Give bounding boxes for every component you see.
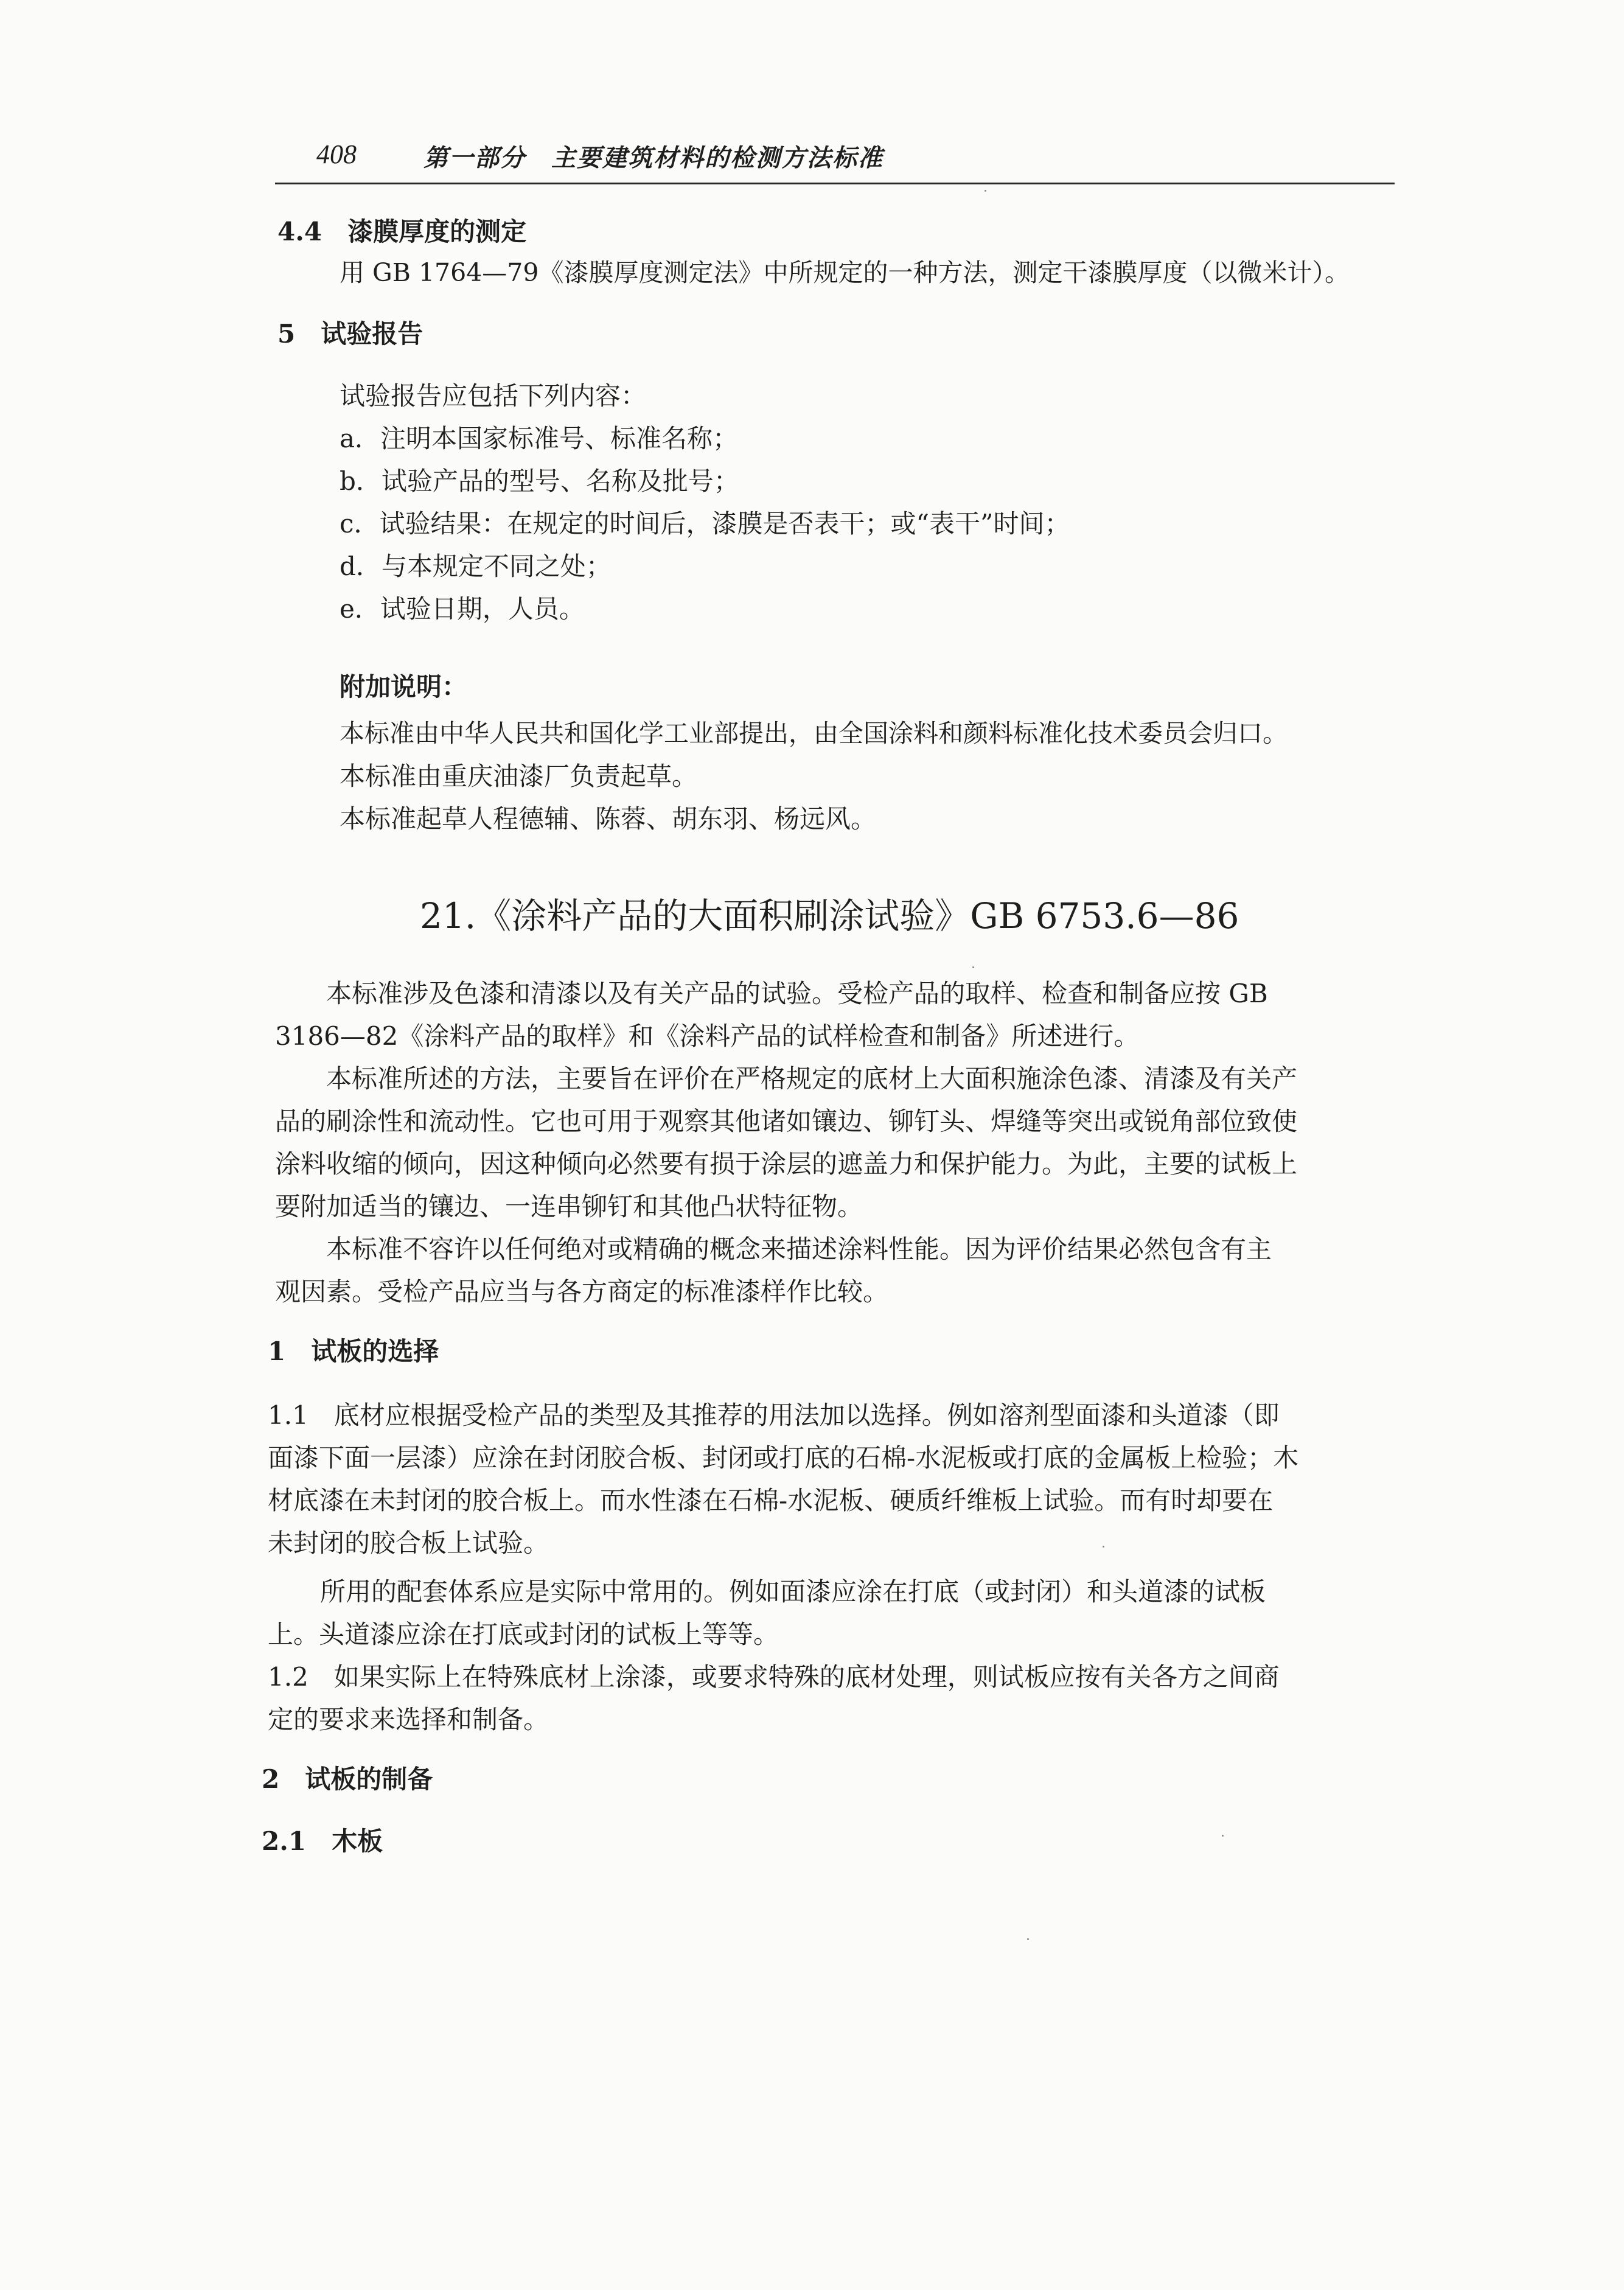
section-5-intro: 试验报告应包括下列内容： [340, 381, 647, 411]
intro-line: 要附加适当的镶边、一连串铆钉和其他凸状特征物。 [275, 1192, 863, 1221]
running-title: 第一部分 主要建筑材料的检测方法标准 [423, 144, 883, 172]
intro-line: 品的刷涂性和流动性。它也可用于观察其他诸如镶边、铆钉头、焊缝等突出或锐角部位致使 [275, 1106, 1298, 1136]
scan-speck [985, 190, 986, 192]
notes-line: 本标准起草人程德辅、陈蓉、胡东羽、杨远风。 [340, 804, 877, 834]
scan-speck [972, 966, 974, 968]
intro-line: 本标准不容许以任何绝对或精确的概念来描述涂料性能。因为评价结果必然包含有主 [326, 1234, 1272, 1264]
scan-speck [1103, 1546, 1104, 1548]
section-1-1-line: 面漆下面一层漆）应涂在封闭胶合板、封闭或打底的石棉-水泥板或打底的金属板上检验；木 [268, 1443, 1299, 1473]
report-item: d．与本规定不同之处； [340, 551, 612, 581]
intro-line: 本标准涉及色漆和清漆以及有关产品的试验。受检产品的取样、检查和制备应按 GB [326, 979, 1268, 1008]
section-1-heading: 1 试板的选择 [268, 1336, 439, 1366]
report-item: c．试验结果：在规定的时间后，漆膜是否表干；或“表干”时间； [340, 509, 1070, 539]
section-4-4-heading: 4.4 漆膜厚度的测定 [277, 217, 527, 246]
report-item: b．试验产品的型号、名称及批号； [340, 466, 739, 496]
section-2-heading: 2 试板的制备 [262, 1764, 433, 1794]
header-rule [275, 183, 1395, 184]
page-number: 408 [316, 139, 357, 169]
scan-speck [1027, 1938, 1029, 1940]
notes-line: 本标准由重庆油漆厂负责起草。 [340, 761, 698, 791]
intro-line: 观因素。受检产品应当与各方商定的标准漆样作比较。 [275, 1277, 889, 1307]
section-1-1-line: 未封闭的胶合板上试验。 [268, 1528, 549, 1558]
section-5-heading: 5 试验报告 [277, 319, 423, 349]
notes-heading: 附加说明： [340, 672, 468, 702]
section-1-1-line: 材底漆在未封闭的胶合板上。而水性漆在石棉-水泥板、硬质纤维板上试验。而有时却要在 [268, 1485, 1274, 1515]
section-4-4-text: 用 GB 1764—79《漆膜厚度测定法》中所规定的一种方法，测定干漆膜厚度（以微米计）。 [340, 258, 1350, 287]
section-1-2-line: 1.2 如果实际上在特殊底材上涂漆，或要求特殊的底材处理，则试板应按有关各方之间商 [268, 1662, 1280, 1692]
report-item: a．注明本国家标准号、标准名称； [340, 424, 739, 453]
section-1-1-line: 1.1 底材应根据受检产品的类型及其推荐的用法加以选择。例如溶剂型面漆和头道漆（即 [268, 1400, 1280, 1430]
section-2-1-heading: 2.1 木板 [262, 1826, 383, 1856]
intro-line: 3186—82《涂料产品的取样》和《涂料产品的试样检查和制备》所述进行。 [275, 1021, 1140, 1051]
section-1-1-supplement-line: 上。头道漆应涂在打底或封闭的试板上等等。 [268, 1619, 779, 1649]
intro-line: 涂料收缩的倾向，因这种倾向必然要有损于涂层的遮盖力和保护能力。为此，主要的试板上 [275, 1149, 1298, 1179]
section-1-2-line: 定的要求来选择和制备。 [268, 1705, 549, 1734]
intro-line: 本标准所述的方法，主要旨在评价在严格规定的底材上大面积施涂色漆、清漆及有关产 [326, 1064, 1298, 1094]
standard-title: 21.《涂料产品的大面积刷涂试验》GB 6753.6—86 [420, 895, 1239, 937]
scan-speck [1222, 1835, 1224, 1837]
report-item: e．试验日期，人员。 [340, 594, 585, 624]
notes-line: 本标准由中华人民共和国化学工业部提出，由全国涂料和颜料标准化技术委员会归口。 [340, 719, 1288, 748]
section-1-1-supplement-line: 所用的配套体系应是实际中常用的。例如面漆应涂在打底（或封闭）和头道漆的试板 [320, 1577, 1266, 1607]
